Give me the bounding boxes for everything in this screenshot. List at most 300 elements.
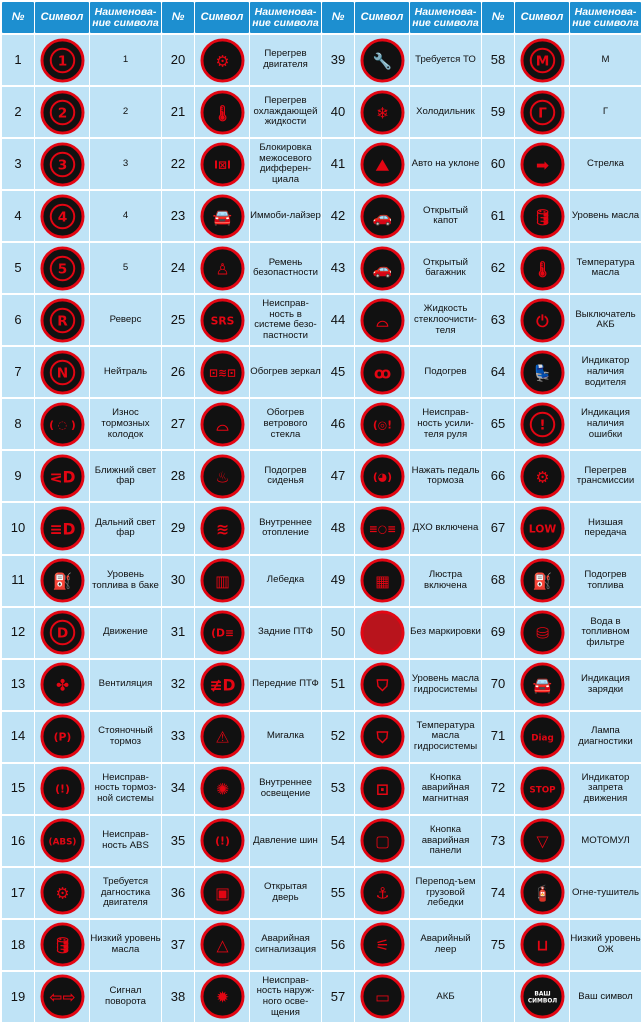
symbol-cell xyxy=(195,556,249,606)
svg-text:⊡≋⊡: ⊡≋⊡ xyxy=(208,366,236,380)
digit-2-icon xyxy=(40,90,85,135)
svg-text:▥: ▥ xyxy=(214,571,230,591)
symbol-cell xyxy=(195,139,249,189)
svg-text:⊡: ⊡ xyxy=(375,779,389,799)
cargo-winch-icon xyxy=(360,870,405,915)
row-number: 31 xyxy=(162,608,194,658)
digit-4-icon xyxy=(40,194,85,239)
low-gear-icon xyxy=(520,506,565,551)
row-number: 50 xyxy=(322,608,354,658)
row-number: 3 xyxy=(2,139,34,189)
symbol-cell xyxy=(35,920,89,970)
symbol-cell xyxy=(195,660,249,710)
immobilizer-icon xyxy=(200,194,245,239)
brake-system-icon xyxy=(40,766,85,811)
stop-icon xyxy=(520,766,565,811)
row-number: 19 xyxy=(2,972,34,1022)
svg-text:5: 5 xyxy=(57,261,67,278)
symbol-cell xyxy=(515,87,569,137)
symbol-name: Подогрев топлива xyxy=(570,556,641,606)
reverse-r-icon xyxy=(40,298,85,343)
symbol-cell xyxy=(195,503,249,553)
svg-text:≢D: ≢D xyxy=(208,675,236,695)
row-number: 69 xyxy=(482,608,514,658)
symbol-cell xyxy=(355,556,409,606)
symbol-name: Перегрев трансмиссии xyxy=(570,451,641,501)
symbol-name: Неисправ-ность в системе безо-пастности xyxy=(250,295,321,345)
symbol-cell xyxy=(35,399,89,449)
row-number: 22 xyxy=(162,139,194,189)
symbol-name: Неисправ-ность тормоз-ной системы xyxy=(90,764,161,814)
symbol-name: АКБ xyxy=(410,972,481,1022)
diag-icon xyxy=(520,714,565,759)
row-number: 56 xyxy=(322,920,354,970)
svg-text:▦: ▦ xyxy=(374,571,390,591)
symbol-name: Неисправ-ность ABS xyxy=(90,816,161,866)
symbol-cell xyxy=(515,764,569,814)
symbol-cell xyxy=(515,191,569,241)
symbol-name: Давление шин xyxy=(250,816,321,866)
svg-text:⊔: ⊔ xyxy=(535,935,549,955)
symbol-cell xyxy=(35,347,89,397)
svg-text:Diag: Diag xyxy=(530,733,554,744)
svg-text:▽: ▽ xyxy=(535,831,549,851)
symbol-name: Дальний свет фар xyxy=(90,503,161,553)
symbol-cell xyxy=(195,191,249,241)
svg-text:▣: ▣ xyxy=(214,883,230,903)
svg-text:ꝏ: ꝏ xyxy=(373,363,391,383)
svg-text:R: R xyxy=(56,313,68,330)
svg-text:🌡: 🌡 xyxy=(212,102,232,122)
row-number: 12 xyxy=(2,608,34,658)
symbol-cell xyxy=(35,660,89,710)
row-number: 47 xyxy=(322,451,354,501)
svg-text:▢: ▢ xyxy=(374,831,390,851)
row-number: 11 xyxy=(2,556,34,606)
winch-icon xyxy=(200,558,245,603)
svg-text:≡○≡: ≡○≡ xyxy=(368,522,396,536)
svg-text:⚓: ⚓ xyxy=(374,883,390,903)
row-number: 8 xyxy=(2,399,34,449)
svg-text:!: ! xyxy=(538,417,546,434)
symbol-cell xyxy=(355,295,409,345)
transmission-overheat-icon xyxy=(520,454,565,499)
svg-text:⏻: ⏻ xyxy=(535,311,549,331)
brake-pad-wear-icon xyxy=(40,402,85,447)
svg-text:(◕): (◕) xyxy=(372,470,392,484)
srs-icon xyxy=(200,298,245,343)
svg-text:(!): (!) xyxy=(214,834,230,848)
symbol-cell xyxy=(195,87,249,137)
svg-text:🚗: 🚗 xyxy=(372,259,392,279)
header-number: № xyxy=(322,2,354,33)
row-number: 18 xyxy=(2,920,34,970)
symbol-cell xyxy=(195,868,249,918)
parking-brake-icon xyxy=(40,714,85,759)
header-symbol: Символ xyxy=(195,2,249,33)
symbol-name: Лебедка xyxy=(250,556,321,606)
header-symbol: Символ xyxy=(35,2,89,33)
symbol-name: Открытый капот xyxy=(410,191,481,241)
light-bar-icon xyxy=(360,558,405,603)
fuel-pump-icon xyxy=(40,558,85,603)
seatbelt-icon xyxy=(200,246,245,291)
symbol-name: 5 xyxy=(90,243,161,293)
symbol-cell xyxy=(35,35,89,85)
symbol-cell xyxy=(355,35,409,85)
symbol-name: Температура масла гидросистемы xyxy=(410,712,481,762)
digit-3-icon xyxy=(40,142,85,187)
symbol-name: Без маркировки xyxy=(410,608,481,658)
symbol-cell xyxy=(355,139,409,189)
row-number: 41 xyxy=(322,139,354,189)
row-number: 59 xyxy=(482,87,514,137)
symbol-name: Перегрев охлаждающей жидкости xyxy=(250,87,321,137)
symbol-cell xyxy=(195,764,249,814)
symbol-name: Уровень масла гидросистемы xyxy=(410,660,481,710)
symbol-name: Подогрев xyxy=(410,347,481,397)
symbol-cell xyxy=(35,139,89,189)
svg-text:🚘: 🚘 xyxy=(212,207,232,227)
row-number: 60 xyxy=(482,139,514,189)
symbol-name: Сигнал поворота xyxy=(90,972,161,1022)
power-steering-icon xyxy=(360,402,405,447)
symbol-name: 1 xyxy=(90,35,161,85)
symbol-name: Кнопка аварийная панели xyxy=(410,816,481,866)
symbol-name: Передние ПТФ xyxy=(250,660,321,710)
symbol-cell xyxy=(515,451,569,501)
svg-text:▭: ▭ xyxy=(374,987,390,1007)
snowflake-icon xyxy=(360,90,405,135)
symbol-name: Нажать педаль тормоза xyxy=(410,451,481,501)
battery-switch-icon xyxy=(520,298,565,343)
header-name: Наименова-ние символа xyxy=(250,2,321,33)
symbol-name: Задние ПТФ xyxy=(250,608,321,658)
exterior-light-fault-icon xyxy=(200,974,245,1019)
symbol-name: Жидкость стеклоочисти-теля xyxy=(410,295,481,345)
symbol-name: 2 xyxy=(90,87,161,137)
svg-text:🧯: 🧯 xyxy=(532,883,552,903)
svg-text:⛽: ⛽ xyxy=(532,571,552,591)
symbol-cell xyxy=(35,764,89,814)
svg-text:⛰: ⛰ xyxy=(375,154,389,174)
seat-heat-icon xyxy=(200,454,245,499)
svg-text:🌡: 🌡 xyxy=(532,259,552,279)
trunk-open-icon xyxy=(360,246,405,291)
row-number: 48 xyxy=(322,503,354,553)
low-beam-icon xyxy=(40,454,85,499)
svg-text:△: △ xyxy=(215,935,229,955)
row-number: 54 xyxy=(322,816,354,866)
arrow-right-icon xyxy=(520,142,565,187)
symbol-name: Стояночный тормоз xyxy=(90,712,161,762)
row-number: 30 xyxy=(162,556,194,606)
glow-plug-icon xyxy=(360,350,405,395)
svg-text:2: 2 xyxy=(57,104,67,121)
symbol-cell xyxy=(355,503,409,553)
symbol-cell xyxy=(515,295,569,345)
fire-extinguisher-icon xyxy=(520,870,565,915)
symbol-name: Мигалка xyxy=(250,712,321,762)
svg-text:🛢: 🛢 xyxy=(52,935,72,955)
tire-pressure-icon xyxy=(200,818,245,863)
row-number: 70 xyxy=(482,660,514,710)
symbol-cell xyxy=(195,451,249,501)
coolant-temp-icon xyxy=(200,90,245,135)
symbol-cell xyxy=(515,243,569,293)
svg-text:❄: ❄ xyxy=(375,102,389,122)
row-number: 21 xyxy=(162,87,194,137)
symbol-cell xyxy=(515,816,569,866)
header-name: Наименова-ние символа xyxy=(90,2,161,33)
digit-1-icon xyxy=(40,38,85,83)
symbol-cell xyxy=(195,608,249,658)
symbol-cell xyxy=(35,608,89,658)
digit-5-icon xyxy=(40,246,85,291)
windshield-heat-icon xyxy=(200,402,245,447)
row-number: 62 xyxy=(482,243,514,293)
row-number xyxy=(482,972,514,1022)
rear-fog-icon xyxy=(200,610,245,655)
symbol-cell xyxy=(515,399,569,449)
row-number: 40 xyxy=(322,87,354,137)
water-in-fuel-icon xyxy=(520,610,565,655)
symbol-name: Лампа диагностики xyxy=(570,712,641,762)
svg-text:✤: ✤ xyxy=(55,675,69,695)
symbol-cell xyxy=(515,35,569,85)
symbol-name: Открытый багажник xyxy=(410,243,481,293)
high-beam-icon xyxy=(40,506,85,551)
row-number: 61 xyxy=(482,191,514,241)
symbol-name: Внутреннее отопление xyxy=(250,503,321,553)
symbol-cell xyxy=(195,712,249,762)
symbol-name: 3 xyxy=(90,139,161,189)
row-number: 63 xyxy=(482,295,514,345)
symbol-cell xyxy=(515,868,569,918)
row-number: 39 xyxy=(322,35,354,85)
row-number: 46 xyxy=(322,399,354,449)
symbol-cell xyxy=(515,347,569,397)
symbol-name: Открытая дверь xyxy=(250,868,321,918)
symbol-name: Г xyxy=(570,87,641,137)
symbol-name: Неисправ-ность усили-теля руля xyxy=(410,399,481,449)
symbol-cell xyxy=(195,920,249,970)
symbol-cell xyxy=(515,972,569,1022)
row-number: 5 xyxy=(2,243,34,293)
row-number: 10 xyxy=(2,503,34,553)
symbol-cell xyxy=(355,920,409,970)
battery-icon xyxy=(360,974,405,1019)
fuel-heat-icon xyxy=(520,558,565,603)
symbol-name: Низшая передача xyxy=(570,503,641,553)
svg-text:⚙: ⚙ xyxy=(534,467,550,487)
svg-text:♨: ♨ xyxy=(214,467,230,487)
charging-icon xyxy=(520,662,565,707)
symbol-cell xyxy=(355,347,409,397)
drive-d-icon xyxy=(40,610,85,655)
symbol-name: Движение xyxy=(90,608,161,658)
svg-text:ВАШСИМВОЛ: ВАШ СИМВОЛ xyxy=(527,991,557,1005)
svg-text:(◎!: (◎! xyxy=(372,418,392,432)
svg-text:⚙: ⚙ xyxy=(54,883,70,903)
symbol-name: Выключатель АКБ xyxy=(570,295,641,345)
row-number: 27 xyxy=(162,399,194,449)
symbol-cell xyxy=(355,191,409,241)
symbol-name: 4 xyxy=(90,191,161,241)
symbol-cell xyxy=(195,243,249,293)
beacon-icon xyxy=(200,714,245,759)
symbol-name: Внутреннее освещение xyxy=(250,764,321,814)
row-number: 32 xyxy=(162,660,194,710)
fan-icon xyxy=(40,662,85,707)
drl-icon xyxy=(360,506,405,551)
symbol-name: Индикатор наличия водителя xyxy=(570,347,641,397)
svg-text:🛢: 🛢 xyxy=(532,207,552,227)
front-fog-icon xyxy=(200,662,245,707)
symbol-name: Обогрев ветрового стекла xyxy=(250,399,321,449)
svg-text:LOW: LOW xyxy=(528,522,556,536)
symbol-name: Обогрев зеркал xyxy=(250,347,321,397)
svg-text:SRS: SRS xyxy=(210,314,234,328)
row-number: 64 xyxy=(482,347,514,397)
svg-text:⛁: ⛁ xyxy=(535,623,549,643)
symbol-name: Люстра включена xyxy=(410,556,481,606)
svg-text:≡D: ≡D xyxy=(48,519,76,539)
svg-text:⌓: ⌓ xyxy=(375,311,389,331)
svg-text:D: D xyxy=(56,625,68,642)
svg-text:I⊠I: I⊠I xyxy=(213,158,231,172)
row-number: 67 xyxy=(482,503,514,553)
symbol-name: Аварийная сигнализация xyxy=(250,920,321,970)
svg-text:⚙: ⚙ xyxy=(214,50,230,70)
row-number: 57 xyxy=(322,972,354,1022)
row-number: 33 xyxy=(162,712,194,762)
door-open-icon xyxy=(200,870,245,915)
symbol-cell xyxy=(355,399,409,449)
emergency-rail-icon xyxy=(360,922,405,967)
row-number: 55 xyxy=(322,868,354,918)
oil-temp-icon xyxy=(520,246,565,291)
svg-text:( ◌ ): ( ◌ ) xyxy=(48,418,76,432)
row-number: 2 xyxy=(2,87,34,137)
turn-signal-icon xyxy=(40,974,85,1019)
symbol-cell xyxy=(35,243,89,293)
brake-pedal-icon xyxy=(360,454,405,499)
error-icon xyxy=(520,402,565,447)
svg-text:M: M xyxy=(535,52,549,69)
svg-text:⚠: ⚠ xyxy=(214,727,230,747)
header-symbol: Символ xyxy=(355,2,409,33)
symbol-name: ДХО включена xyxy=(410,503,481,553)
panel-button-icon xyxy=(360,818,405,863)
row-number: 36 xyxy=(162,868,194,918)
svg-text:⛽: ⛽ xyxy=(52,571,72,591)
svg-text:≋: ≋ xyxy=(215,519,229,539)
svg-text:⋜D: ⋜D xyxy=(48,467,76,487)
symbol-name: Ваш символ xyxy=(570,972,641,1022)
wrench-icon xyxy=(360,38,405,83)
row-number: 58 xyxy=(482,35,514,85)
symbol-cell xyxy=(355,712,409,762)
symbol-name: Индикация зарядки xyxy=(570,660,641,710)
svg-text:(!): (!) xyxy=(54,782,70,796)
header-name: Наименова-ние символа xyxy=(570,2,641,33)
symbol-name: Уровень топлива в баке xyxy=(90,556,161,606)
hydraulic-oil-temp-icon xyxy=(360,714,405,759)
symbol-cell xyxy=(195,399,249,449)
row-number: 29 xyxy=(162,503,194,553)
row-number: 14 xyxy=(2,712,34,762)
row-number: 49 xyxy=(322,556,354,606)
row-number: 23 xyxy=(162,191,194,241)
row-number: 4 xyxy=(2,191,34,241)
svg-text:N: N xyxy=(56,365,68,382)
symbol-cell xyxy=(355,608,409,658)
oil-level-icon xyxy=(520,194,565,239)
symbol-name: Температура масла xyxy=(570,243,641,293)
motomul-icon xyxy=(520,818,565,863)
symbol-name: Авто на уклоне xyxy=(410,139,481,189)
svg-text:⛉: ⛉ xyxy=(376,727,388,747)
header-symbol: Символ xyxy=(515,2,569,33)
row-number: 24 xyxy=(162,243,194,293)
row-number: 20 xyxy=(162,35,194,85)
svg-text:(ABS): (ABS) xyxy=(48,837,76,848)
symbol-name: Низкий уровень масла xyxy=(90,920,161,970)
svg-text:♙: ♙ xyxy=(214,259,230,279)
symbol-cell xyxy=(515,139,569,189)
symbol-name: Огне-тушитель xyxy=(570,868,641,918)
svg-text:1: 1 xyxy=(57,52,67,69)
svg-text:(D≡: (D≡ xyxy=(210,626,234,640)
symbol-name: Вентиляция xyxy=(90,660,161,710)
row-number: 25 xyxy=(162,295,194,345)
interior-light-icon xyxy=(200,766,245,811)
svg-text:➡: ➡ xyxy=(535,154,549,174)
symbol-cell xyxy=(35,972,89,1022)
mirror-heat-icon xyxy=(200,350,245,395)
row-number: 53 xyxy=(322,764,354,814)
diff-lock-icon xyxy=(200,142,245,187)
svg-text:STOP: STOP xyxy=(528,785,556,796)
engine-overheat-icon xyxy=(200,38,245,83)
symbol-name: МОТОМУЛ xyxy=(570,816,641,866)
row-number: 1 xyxy=(2,35,34,85)
symbol-cell xyxy=(355,868,409,918)
symbol-cell xyxy=(35,87,89,137)
symbol-cell xyxy=(515,712,569,762)
svg-text:✺: ✺ xyxy=(215,779,229,799)
car-incline-icon xyxy=(360,142,405,187)
svg-text:4: 4 xyxy=(57,209,67,226)
svg-text:⛉: ⛉ xyxy=(376,675,388,695)
symbol-cell xyxy=(195,35,249,85)
svg-text:⚟: ⚟ xyxy=(374,935,390,955)
symbol-cell xyxy=(35,503,89,553)
header-number: № xyxy=(2,2,34,33)
row-number: 44 xyxy=(322,295,354,345)
hazard-icon xyxy=(200,922,245,967)
header-number: № xyxy=(482,2,514,33)
svg-text:🚗: 🚗 xyxy=(372,207,392,227)
manual-m-icon xyxy=(520,38,565,83)
washer-fluid-icon xyxy=(360,298,405,343)
driver-presence-icon xyxy=(520,350,565,395)
symbol-cell xyxy=(195,972,249,1022)
row-number: 9 xyxy=(2,451,34,501)
symbol-cell xyxy=(515,920,569,970)
symbol-cell xyxy=(355,972,409,1022)
